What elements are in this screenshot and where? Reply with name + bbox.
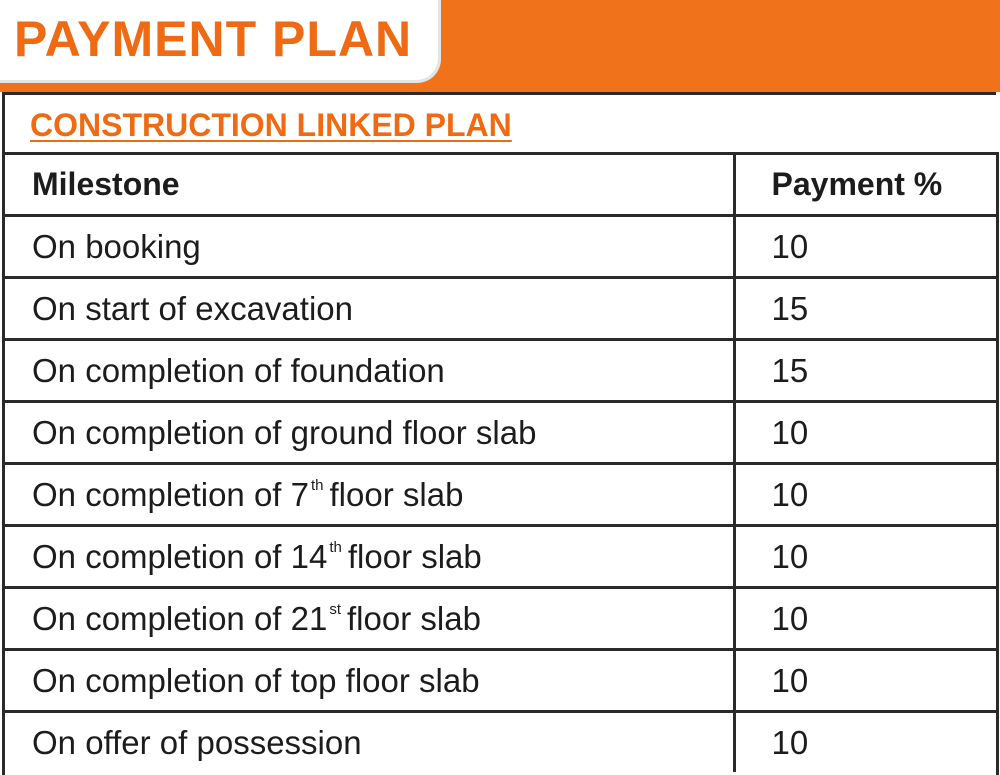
- table-row: [2, 650, 999, 712]
- milestone-cell: On start of excavation: [2, 278, 734, 340]
- payment-cell: 15: [734, 278, 999, 340]
- payment-cell: 10: [734, 588, 999, 650]
- milestone-text: On completion of 7: [32, 475, 309, 513]
- column-header-milestone: Milestone: [2, 154, 734, 216]
- payment-cell: 10: [734, 650, 999, 712]
- payment-cell: 10: [734, 712, 999, 773]
- milestone-text: floor slab: [347, 537, 482, 575]
- table-row: [2, 588, 999, 650]
- table-row: [2, 402, 999, 464]
- milestone-cell: On completion of top floor slab: [2, 650, 734, 712]
- page-title: PAYMENT PLAN: [14, 11, 413, 67]
- milestone-cell: On completion of foundation: [2, 340, 734, 402]
- table-row: [2, 526, 999, 588]
- table-row: [2, 464, 999, 526]
- milestone-text: floor slab: [347, 599, 481, 637]
- column-header-payment: Payment %: [734, 154, 999, 216]
- table-row: [2, 712, 999, 773]
- milestone-cell: On booking: [2, 216, 734, 278]
- payment-table: [2, 152, 999, 772]
- milestone-cell: [2, 526, 734, 588]
- milestone-cell: On completion of ground floor slab: [2, 402, 734, 464]
- table-row: [2, 278, 999, 340]
- milestone-cell: On offer of possession: [2, 712, 734, 773]
- payment-cell: 10: [734, 464, 999, 526]
- milestone-text: On completion of 14: [32, 537, 328, 575]
- ordinal-suffix: th: [311, 476, 324, 494]
- milestone-cell: [2, 588, 734, 650]
- table-row: [2, 216, 999, 278]
- table-header-row: [2, 154, 999, 216]
- milestone-text: On completion of 21: [32, 599, 328, 637]
- plan-title: CONSTRUCTION LINKED PLAN: [30, 107, 512, 143]
- payment-cell: 10: [734, 526, 999, 588]
- ordinal-suffix: st: [329, 600, 342, 618]
- milestone-cell: [2, 464, 734, 526]
- payment-cell: 10: [734, 402, 999, 464]
- payment-cell: 10: [734, 216, 999, 278]
- payment-cell: 15: [734, 340, 999, 402]
- milestone-text: floor slab: [329, 475, 464, 513]
- table-row: [2, 340, 999, 402]
- ordinal-suffix: th: [329, 538, 342, 556]
